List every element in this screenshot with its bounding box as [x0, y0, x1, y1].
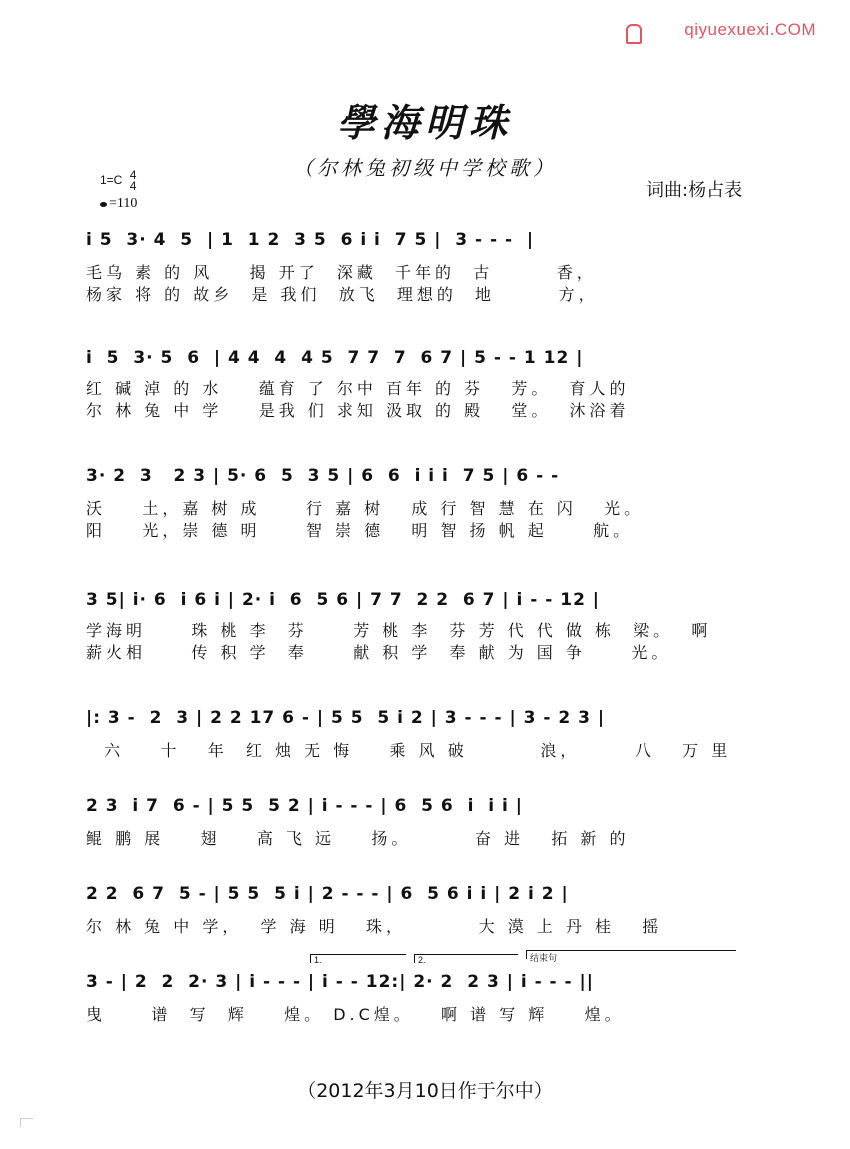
ending-bracket	[526, 950, 736, 963]
lyric-verse-2: 阳 光，崇 德 明 智 崇 德 明 智 扬 帆 起 航。	[86, 521, 634, 540]
lyric-verse-1: 沃 土，嘉 树 成 行 嘉 树 成 行 智 慧 在 闪 光。	[86, 499, 645, 518]
tempo	[100, 196, 137, 212]
page-corner-mark	[20, 1118, 33, 1127]
notes: i 5 3· 5 6 | 4 4 4 4 5 7 7 7 6 7 | 5 - - 1 12 |	[86, 348, 584, 368]
lyric-verse-1: 红 碱 淖 的 水 蕴育 了 尔中 百年 的 芬 芳。 育人的	[86, 379, 630, 398]
lyric-verse-2: 尔 林 兔 中 学 是我 们 求知 汲取 的 殿 堂。 沐浴着	[86, 401, 630, 420]
notes: 2 3 i 7 6 - | 5 5 5 2 | i - - - | 6 5 6 i i i |	[86, 796, 523, 816]
notes: |: 3 - 2 3 | 2 2 17 6 - | 5 5 5 i 2 | 3 - - - | 3 - 2 3 |	[86, 708, 606, 728]
watermark: qiyuexuexi.COM	[684, 20, 816, 39]
credit: 词曲:杨占表	[646, 180, 743, 201]
composition-date: （2012年3月10日作于尔中）	[297, 1080, 553, 1102]
notes: i 5 3· 4 5 | 1 1 2 3 5 6 i i 7 5 | 3 - - - |	[86, 230, 535, 250]
lyric-verse-2: 薪火相 传 积 学 奉 献 积 学 奉 献 为 国 争 光。	[86, 643, 672, 662]
key: 1=C	[100, 173, 123, 188]
lyric-verse-1: 六 十 年 红 烛 无 悔 乘 风 破 浪， 八 万 里	[86, 741, 732, 760]
lyric-verse-1: 学海明 珠 桃 李 芬 芳 桃 李 芬 芳 代 代 做 栋 梁。 啊	[86, 621, 712, 640]
quarter-note-icon	[100, 202, 107, 207]
lyric-verse-2: 杨家 将 的 故乡 是 我们 放飞 理想的 地 方，	[86, 285, 599, 304]
notes: 2 2 6 7 5 - | 5 5 5 i | 2 - - - | 6 5 6 i i | 2 i 2 |	[86, 884, 569, 904]
volta-1: 1.	[310, 954, 406, 963]
ending-label: 结束句	[530, 953, 558, 963]
notes: 3 - | 2 2 2· 3 | i - - - | i - - 12:| 2· 2 2 3 | i - - - ||	[86, 972, 594, 992]
watermark-icon	[626, 24, 642, 44]
notes: 3· 2 3 2 3 | 5· 6 5 3 5 | 6 6 i i i 7 5 | 6 - -	[86, 466, 560, 486]
key-signature	[100, 170, 136, 192]
notes: 3 5| i· 6 i 6 i | 2· i 6 5 6 | 7 7 2 2 6 7 | i - - 12 |	[86, 590, 601, 610]
time-bottom: 4	[129, 179, 137, 193]
lyric-verse-1: 曳 谱 写 辉 煌。 D.C煌。 啊 谱 写 辉 煌。	[86, 1005, 625, 1024]
song-title: 學海明珠	[336, 100, 513, 145]
lyric-verse-1: 尔 林 兔 中 学， 学 海 明 珠， 大 漠 上 丹 桂 摇	[86, 917, 663, 936]
volta-2: 2.	[414, 954, 518, 963]
time-top: 4	[129, 168, 137, 182]
lyric-verse-1: 毛乌 素 的 风 揭 开了 深藏 千年的 古 香，	[86, 263, 597, 282]
tempo-value: =110	[109, 196, 138, 211]
lyric-verse-1: 鲲 鹏 展 翅 高 飞 远 扬。 奋 进 拓 新 的	[86, 829, 630, 848]
song-subtitle: （尔林兔初级中学校歌）	[293, 156, 557, 180]
